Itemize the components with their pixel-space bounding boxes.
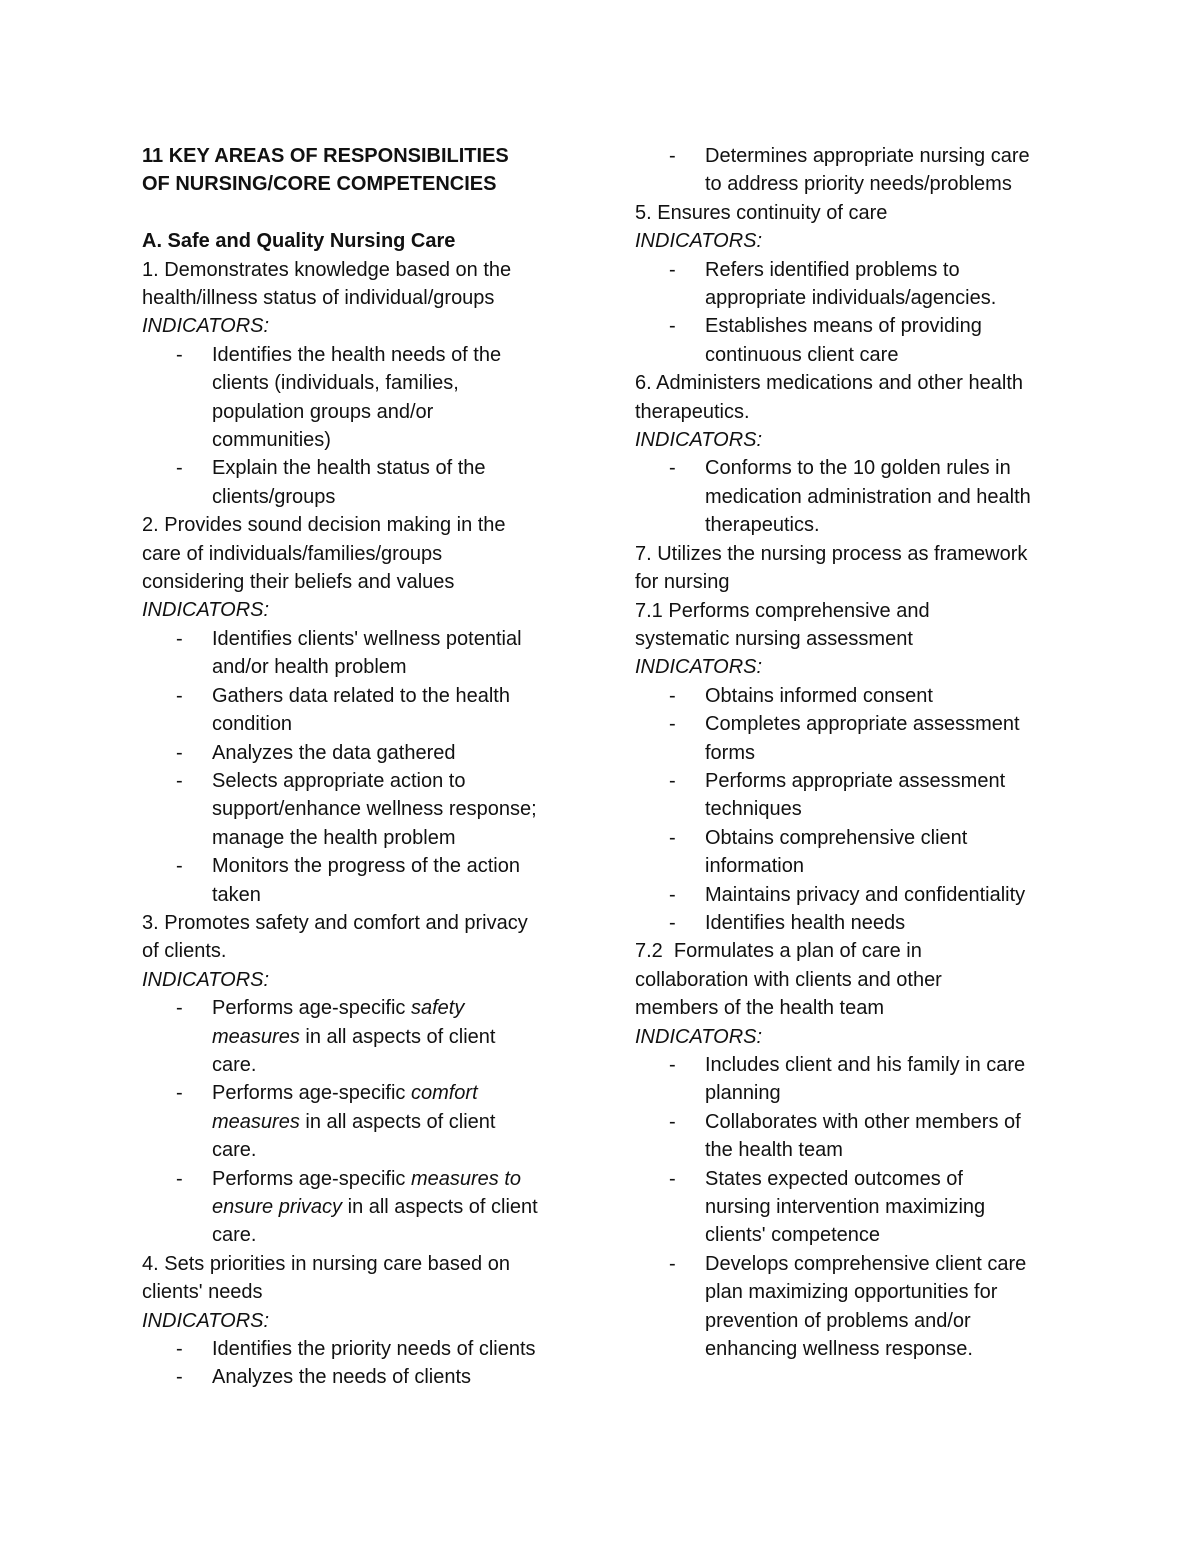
list-item: - Completes appropriate assessment forms: [669, 713, 1020, 764]
list-item: - Establishes means of providing continuous client care: [669, 315, 982, 366]
item-7: 7. Utilizes the nursing process as framework for nursing: [635, 542, 1028, 594]
section-heading: A. Safe and Quality Nursing Care: [142, 230, 456, 253]
indicators-label: INDICATORS:: [635, 230, 763, 253]
list-item: - Selects appropriate action to support/enhance wellness response; manage the health problem: [176, 769, 537, 849]
right-column: [635, 142, 1075, 1363]
list-item: - Identifies the health needs of the clients (individuals, families, population groups and/or communities): [176, 343, 502, 452]
list-item: - Explain the health status of the clients/groups: [176, 457, 486, 508]
list-item: - Maintains privacy and confidentiality: [669, 883, 1026, 906]
list-item: - Performs age-specific safety measures in all aspects of client care.: [176, 997, 496, 1076]
list-item: - Identifies the priority needs of clients: [176, 1338, 536, 1361]
list-item: - Refers identified problems to appropriate individuals/agencies.: [669, 258, 997, 310]
list-item: - Obtains comprehensive client information: [669, 826, 968, 878]
list-item: - Includes client and his family in care planning: [669, 1054, 1026, 1105]
item-7-1: 7.1 Performs comprehensive and systematic nursing assessment INDICATORS: - Obtains informed consent - Completes appropriate assessment forms - Performs appropriate assessment techniques - Obtains comprehensive client information - Maintains privacy and confidentiality - Identifies health needs: [635, 597, 1075, 938]
list-item: - Conforms to the 10 golden rules in medication administration and health therapeutics.: [669, 457, 1031, 537]
list-item: - Analyzes the needs of clients: [176, 1366, 472, 1389]
indicators-label: INDICATORS:: [142, 1309, 270, 1332]
list-item: - Performs age-specific measures to ensure privacy in all aspects of client care.: [176, 1167, 538, 1247]
item-6: 6. Administers medications and other health therapeutics. INDICATORS: - Conforms to the 10 golden rules in medication administration and health therapeutics.: [635, 369, 1075, 539]
list-item: - Develops comprehensive client care plan maximizing opportunities for prevention of problems and/or enhancing wellness response.: [669, 1252, 1027, 1361]
document-title: 11 KEY AREAS OF RESPONSIBILITIES OF NURSING/CORE COMPETENCIES: [142, 145, 509, 196]
item-2: 2. Provides sound decision making in the care of individuals/families/groups considering their beliefs and values INDICATORS: - Identifies clients' wellness potential and/or health problem - Gathers data related to the health condition - Analyzes the data gathered - Selects appropriate action to support/enhance wellness response; manage the health problem - Monitors the progress of the action taken: [142, 511, 582, 909]
list-item: - Gathers data related to the health condition: [176, 684, 510, 736]
left-column: [142, 142, 582, 1392]
list-item: - Obtains informed consent: [669, 684, 933, 707]
indicators-label: INDICATORS:: [142, 968, 270, 991]
indicators-label: INDICATORS:: [635, 1025, 763, 1048]
list-item: - Analyzes the data gathered: [176, 741, 456, 764]
indicators-label: INDICATORS:: [142, 599, 270, 622]
list-item: - States expected outcomes of nursing intervention maximizing clients' competence: [669, 1167, 986, 1247]
list-item: - Collaborates with other members of the health team: [669, 1110, 1021, 1162]
item-7-2: 7.2 Formulates a plan of care in collaboration with clients and other members of the health team INDICATORS: - Includes client and his family in care planning - Collaborates with other members of the health team - States expected outcomes of nursing intervention maximizing clients' competence - Develops comprehensive client care plan maximizing opportunities for prevention of problems and/or enhancing wellness response.: [635, 937, 1075, 1363]
list-item: - Identifies health needs: [669, 911, 906, 934]
list-item: - Performs age-specific comfort measures in all aspects of client care.: [176, 1082, 496, 1162]
item-1: 1. Demonstrates knowledge based on the health/illness status of individual/groups INDICATORS: - Identifies the health needs of the clients (individuals, families, population groups and/or communities) - Explain the health status of the clients/groups: [142, 256, 582, 512]
list-item: - Monitors the progress of the action taken: [176, 855, 520, 906]
list-item: - Determines appropriate nursing care to address priority needs/problems: [669, 145, 1030, 196]
item-5: 5. Ensures continuity of care INDICATORS: - Refers identified problems to appropriate individuals/agencies. - Establishes means of providing continuous client care: [635, 199, 1075, 369]
indicators-label: INDICATORS:: [635, 429, 763, 452]
list-item: - Identifies clients' wellness potential and/or health problem: [176, 627, 522, 679]
item-3: 3. Promotes safety and comfort and privacy of clients. INDICATORS: - Performs age-specific safety measures in all aspects of client care. - Performs age-specific comfort measures in all aspects of client care. - Performs age-specific measures to ensure privacy in all aspects of client care.: [142, 909, 582, 1250]
item-4: 4. Sets priorities in nursing care based on clients' needs INDICATORS: - Identifies the priority needs of clients - Analyzes the needs of clients: [142, 1250, 582, 1392]
list-item: - Performs appropriate assessment techniques: [669, 769, 1006, 821]
indicators-label: INDICATORS:: [635, 656, 763, 679]
indicators-label: INDICATORS:: [142, 315, 270, 338]
